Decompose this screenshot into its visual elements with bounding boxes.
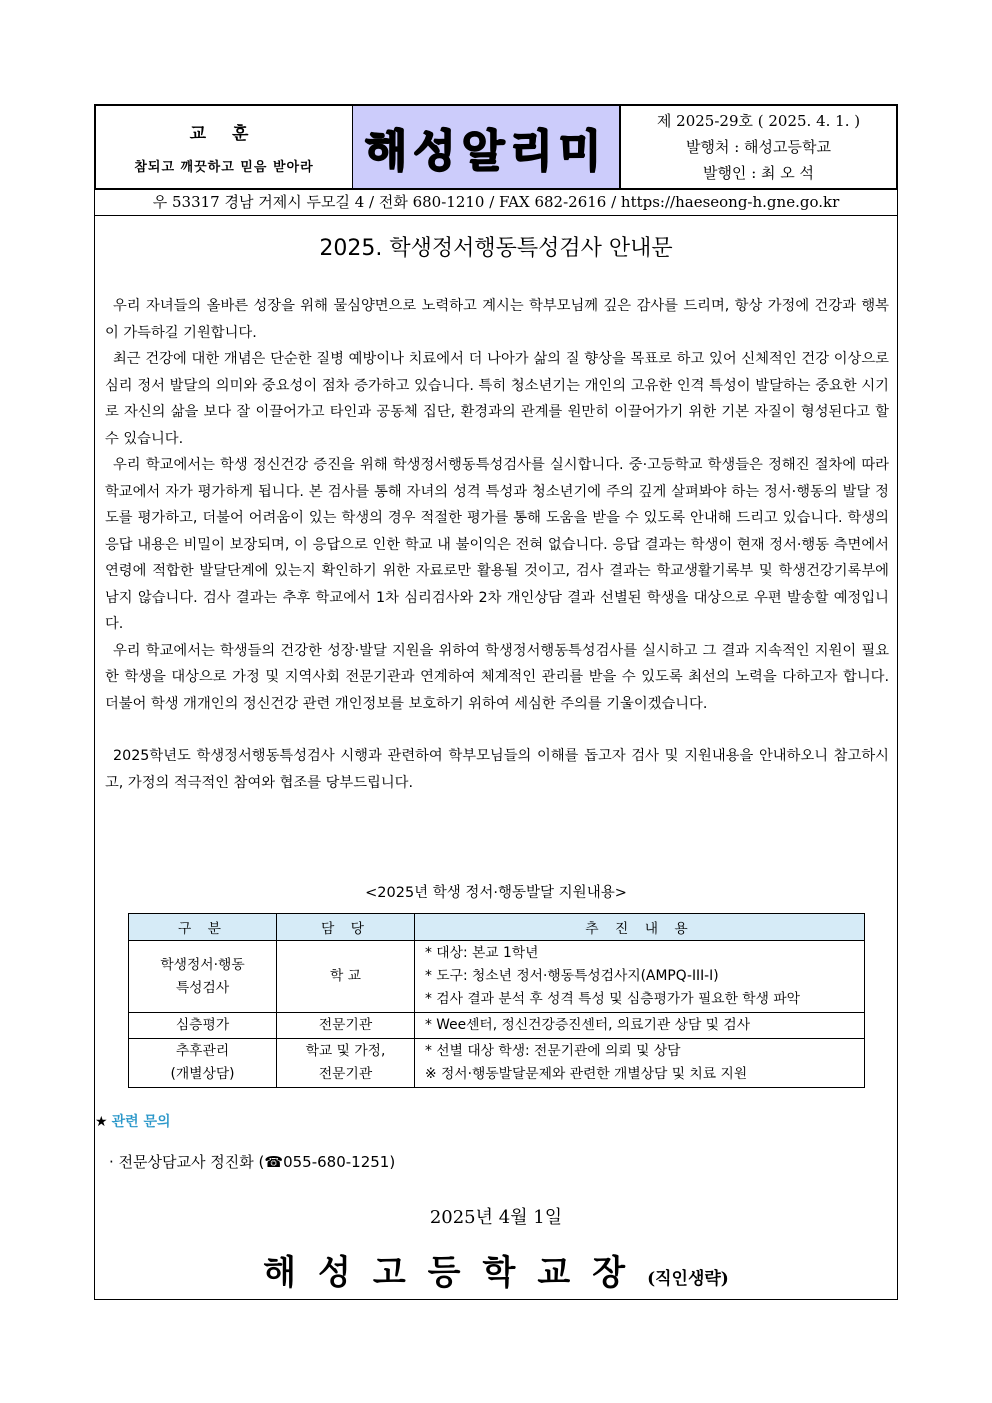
phone-icon: ☎ xyxy=(264,1153,284,1171)
content-cell: * 선별 대상 학생: 전문기관에 의뢰 및 상담 ※ 정서·행동발달문제와 관련한 개별상담 및 치료 지원 xyxy=(415,1039,865,1088)
content-cell: * Wee센터, 정신건강증진센터, 의료기관 상담 및 검사 xyxy=(415,1013,865,1039)
table-row xyxy=(129,941,865,1013)
contact-heading-label: 관련 문의 xyxy=(111,1114,171,1130)
paragraph: 2025학년도 학생정서행동특성검사 시행과 관련하여 학부모님들의 이해를 돕고자 검사 및 지원내용을 안내하오니 참고하시고, 가정의 적극적인 참여와 협조를 당부드립니다. xyxy=(105,748,889,791)
address-bar: 우 53317 경남 거제시 두모길 4 / 전화 680-1210 / FAX 682-2616 / https://haeseong-h.gne.go.kr xyxy=(95,190,897,216)
table-row xyxy=(129,1039,865,1088)
table-caption: <2025년 학생 정서·행동발달 지원내용> xyxy=(365,885,627,901)
owner-cell: 학교 및 가정, 전문기관 xyxy=(277,1039,415,1088)
school-motto xyxy=(96,106,353,188)
document-date: 2025년 4월 1일 xyxy=(429,1207,563,1228)
table-row xyxy=(129,1013,865,1039)
newsletter-title-box xyxy=(353,106,621,188)
document-title: 2025. 학생정서행동특성검사 안내문 xyxy=(319,236,673,261)
issue-number: 제 2025-29호 ( 2025. 4. 1. ) xyxy=(656,112,861,130)
category-cell: 학생정서·행동 특성검사 xyxy=(129,941,277,1013)
column-header: 구 분 xyxy=(129,914,277,941)
owner-cell: 전문기관 xyxy=(277,1013,415,1039)
owner-cell: 학 교 xyxy=(277,941,415,1013)
motto-text: 참되고 깨끗하고 믿음 받아라 xyxy=(134,160,314,175)
column-header: 담 당 xyxy=(277,914,415,941)
bullet-icon: · xyxy=(109,1153,114,1171)
contact-person: 전문상담교사 정진화 xyxy=(118,1153,254,1171)
newsletter-title: 해성알리미 xyxy=(364,126,608,177)
paragraph: 최근 건강에 대한 개념은 단순한 질병 예방이나 치료에서 더 나아가 삶의 질 향상을 목표로 하고 있어 신체적인 건강 이상으로 심리 정서 발달의 의미와 중요성이 점차 증가하고 있습니다. 특히 청소년기는 개인의 고유한 인격 특성이 발달하는 중요한 시기로 자신의 삶을 보다 잘 이끌어가고 타인과 공동체 집단, 환경과의 관계를 원만히 이끌어가기 위한 기본 자질이 형성된다고 할 수 있습니다. xyxy=(105,351,889,447)
principal-signature xyxy=(95,1245,897,1294)
principal-name: 해성고등학교장 xyxy=(263,1253,648,1293)
document-body xyxy=(105,293,889,796)
content-cell: * 대상: 본교 1학년 * 도구: 청소년 정서·행동특성검사지(AMPQ-III-I) * 검사 결과 분석 후 성격 특성 및 심층평가가 필요한 학생 파악 xyxy=(415,941,865,1013)
issue-info xyxy=(621,106,896,188)
motto-title: 교 훈 xyxy=(189,124,259,144)
contact-phone: 055-680-1251 xyxy=(283,1153,390,1171)
paragraph: 우리 학교에서는 학생 정신건강 증진을 위해 학생정서행동특성검사를 실시합니다. 중·고등학교 학생들은 정해진 절차에 따라 학교에서 자가 평가하게 됩니다. 본 검사를 통해 자녀의 성격 특성과 청소년기에 주의 깊게 살펴봐야 하는 정서·행동의 발달 정도를 평가하고, 더불어 어려움이 있는 학생의 경우 적절한 평가를 통해 도움을 받을 수 있도록 안내해 드리고 있습니다. 학생의 응답 내용은 비밀이 보장되며, 이 응답으로 인한 학교 내 불이익은 전혀 없습니다. 응답 결과는 학생이 현재 정서·행동 측면에서 연령에 적합한 발달단계에 있는지 확인하기 위한 자료로만 활용될 것이고, 검사 결과는 학교생활기록부 및 학생건강기록부에 남지 않습니다. 검사 결과는 추후 학교에서 1차 심리검사와 2차 개인상담 결과 선별된 학생을 대상으로 우편 발송할 예정입니다. xyxy=(105,457,889,632)
category-cell: 심층평가 xyxy=(129,1013,277,1039)
star-icon: ★ xyxy=(95,1114,108,1130)
publisher: 발행처 : 해성고등학교 xyxy=(685,138,831,156)
issuer: 발행인 : 최 오 석 xyxy=(702,164,815,182)
newsletter-page xyxy=(94,104,898,1300)
newsletter-header xyxy=(94,104,898,190)
seal-note: (직인생략) xyxy=(647,1269,729,1289)
paragraph: 우리 학교에서는 학생들의 건강한 성장·발달 지원을 위하여 학생정서행동특성검사를 실시하고 그 결과 지속적인 지원이 필요한 학생을 대상으로 가정 및 지역사회 전문기관과 연계하여 체계적인 관리를 받을 수 있도록 최선의 노력을 다하고자 합니다. 더불어 학생 개개인의 정신건강 관련 개인정보를 보호하기 위하여 세심한 주의를 기울이겠습니다. xyxy=(105,642,890,712)
table-header-row xyxy=(129,914,865,941)
contact-line: · 전문상담교사 정진화 (☎055-680-1251) xyxy=(109,1153,396,1171)
paragraph: 우리 자녀들의 올바른 성장을 위해 물심양면으로 노력하고 계시는 학부모님께 깊은 감사를 드리며, 항상 가정에 건강과 행복이 가득하길 기원합니다. xyxy=(105,298,889,341)
category-cell: 추후관리 (개별상담) xyxy=(129,1039,277,1088)
column-header: 추 진 내 용 xyxy=(415,914,865,941)
support-table xyxy=(128,913,865,1088)
contact-heading xyxy=(95,1111,171,1131)
